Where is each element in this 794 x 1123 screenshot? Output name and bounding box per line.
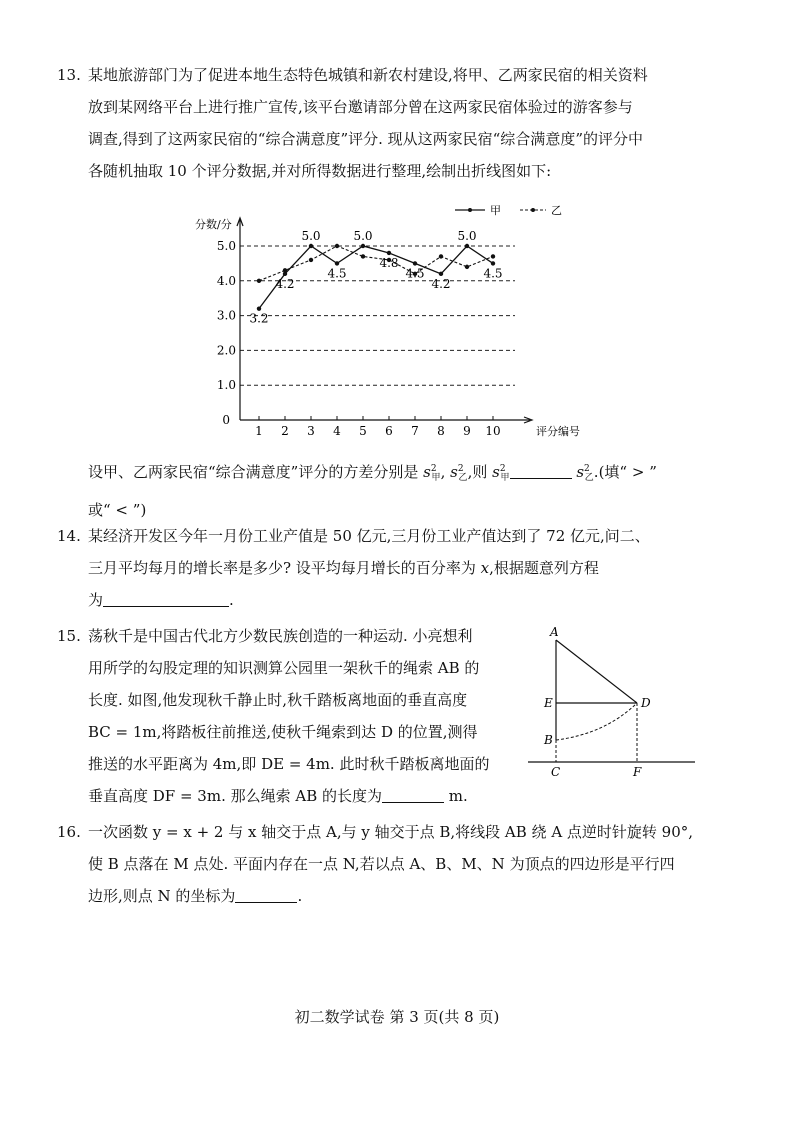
answer-blank[interactable] xyxy=(510,460,572,479)
answer-blank[interactable] xyxy=(235,884,297,903)
swing-arc xyxy=(556,703,637,740)
legend-marker-jia xyxy=(468,208,472,212)
data-point xyxy=(491,261,495,265)
data-point xyxy=(387,251,391,255)
question-text-line: 荡秋千是中国古代北方少数民族创造的一种运动. 小亮想利 xyxy=(88,627,473,645)
question-number: 16. xyxy=(57,823,81,841)
data-label: 4.2 xyxy=(431,276,451,291)
question-13-prompt xyxy=(57,453,697,526)
data-point xyxy=(465,265,469,269)
satisfaction-line-chart xyxy=(190,198,590,443)
data-label: 5.0 xyxy=(301,229,321,243)
label-e: E xyxy=(544,696,553,710)
label-f: F xyxy=(633,765,642,779)
x-axis-label: 评分编号 xyxy=(536,425,580,438)
data-point xyxy=(491,254,495,258)
question-number: 13. xyxy=(57,66,81,84)
data-label: 4.5 xyxy=(327,266,347,281)
label-a: A xyxy=(550,625,559,639)
data-label: 5.0 xyxy=(457,229,477,243)
origin-label: 0 xyxy=(222,413,230,427)
swing-figure xyxy=(520,622,700,782)
question-text-line: 调查,得到了这两家民宿的“综合满意度”评分. 现从这两家民宿“综合满意度”的评分中 xyxy=(88,130,643,148)
x-tick-label: 6 xyxy=(385,424,393,438)
label-c: C xyxy=(551,765,561,779)
data-point xyxy=(283,268,287,272)
x-tick-label: 4 xyxy=(333,424,341,438)
question-14 xyxy=(57,520,697,616)
data-point xyxy=(465,244,469,248)
x-tick-label: 7 xyxy=(411,424,419,438)
question-number: 15. xyxy=(57,627,81,645)
answer-blank[interactable] xyxy=(103,588,229,607)
y-tick-label: 3.0 xyxy=(216,308,236,323)
data-point xyxy=(361,244,365,248)
legend-marker-yi xyxy=(531,208,535,212)
question-number: 14. xyxy=(57,527,81,545)
data-point xyxy=(413,261,417,265)
data-point xyxy=(335,244,339,248)
question-text-line: 一次函数 y = x + 2 与 x 轴交于点 A,与 y 轴交于点 B,将线段 AB 绕 A 点逆时针旋转 90°, xyxy=(88,823,694,841)
question-text-line: 使 B 点落在 M 点处. 平面内存在一点 N,若以点 A、B、M、N 为顶点的四边形是平行四 xyxy=(88,855,675,873)
data-point xyxy=(439,254,443,258)
data-point xyxy=(335,261,339,265)
legend-label-jia: 甲 xyxy=(490,204,501,217)
data-label: 4.5 xyxy=(483,266,503,281)
data-label: 4.8 xyxy=(379,255,399,270)
page-footer: 初二数学试卷 第 3 页(共 8 页) xyxy=(294,1008,500,1026)
x-tick-label: 3 xyxy=(307,424,315,438)
x-tick-label: 9 xyxy=(463,424,471,438)
x-tick-label: 1 xyxy=(255,424,263,438)
data-point xyxy=(309,244,313,248)
data-label: 4.5 xyxy=(405,266,425,281)
x-tick-label: 10 xyxy=(485,424,501,438)
y-tick-label: 2.0 xyxy=(216,343,236,358)
data-point xyxy=(439,272,443,276)
data-label: 3.2 xyxy=(249,311,269,326)
y-tick-label: 1.0 xyxy=(216,378,236,393)
question-text-line: 各随机抽取 10 个评分数据,并对所得数据进行整理,绘制出折线图如下: xyxy=(88,162,552,180)
question-text-line: 推送的水平距离为 4m,即 DE = 4m. 此时秋千踏板离地面的 xyxy=(88,755,490,773)
data-label: 5.0 xyxy=(353,229,373,243)
question-16 xyxy=(57,816,697,912)
rope-ad xyxy=(556,640,637,703)
x-tick-label: 5 xyxy=(359,424,367,438)
label-b: B xyxy=(544,733,553,747)
question-text-line: BC = 1m,将踏板往前推送,使秋千绳索到达 D 的位置,测得 xyxy=(88,723,478,741)
question-15 xyxy=(57,620,517,812)
data-label: 4.2 xyxy=(275,276,295,291)
y-tick-label: 5.0 xyxy=(216,239,236,253)
question-text-line: 用所学的勾股定理的知识测算公园里一架秋千的绳索 AB 的 xyxy=(88,659,480,677)
variance-question-line: 设甲、乙两家民宿“综合满意度”评分的方差分别是 $s^2_甲$, $s^2_乙$,则 $s^2_甲$ $s^2_乙$.(填“ > ” xyxy=(57,453,697,494)
question-13 xyxy=(57,59,697,187)
data-point xyxy=(361,254,365,258)
x-tick-label: 2 xyxy=(281,424,289,438)
question-text-line: 长度. 如图,他发现秋千静止时,秋千踏板离地面的垂直高度 xyxy=(88,691,468,709)
y-tick-label: 4.0 xyxy=(216,273,236,288)
question-text-line: 三月平均每月的增长率是多少? 设平均每月增长的百分率为 x,根据题意列方程 xyxy=(88,559,599,577)
label-d: D xyxy=(641,696,651,710)
answer-blank[interactable] xyxy=(382,784,444,803)
question-text-line: 某经济开发区今年一月份工业产值是 50 亿元,三月份工业产值达到了 72 亿元,问二、 xyxy=(88,527,650,545)
data-point xyxy=(309,258,313,262)
question-text-line: 某地旅游部门为了促进本地生态特色城镇和新农村建设,将甲、乙两家民宿的相关资料 xyxy=(88,66,648,84)
legend-label-yi: 乙 xyxy=(551,204,562,217)
y-axis-label: 分数/分 xyxy=(195,218,232,231)
question-text-line: 放到某网络平台上进行推广宣传,该平台邀请部分曾在这两家民宿体验过的游客参与 xyxy=(88,98,633,116)
x-tick-label: 8 xyxy=(437,424,445,438)
question-text-line: 为 . xyxy=(57,584,697,616)
question-text-line: 或“ < ”) xyxy=(88,501,147,519)
data-point xyxy=(257,306,261,310)
data-point xyxy=(257,279,261,283)
question-text-line: 边形,则点 N 的坐标为 . xyxy=(57,880,697,912)
question-text-line: 垂直高度 DF = 3m. 那么绳索 AB 的长度为 m. xyxy=(57,780,517,812)
